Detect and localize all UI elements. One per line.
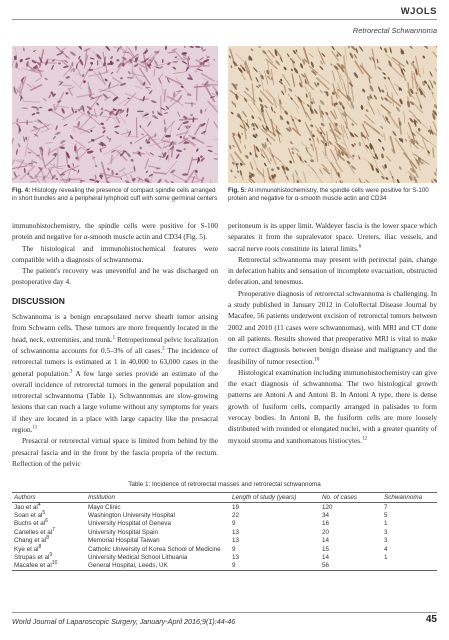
citation-ref[interactable]: 11 [32,425,38,431]
histology-text: Histological examination including immunohistochemistry can give the exact diagnosis of schwannoma. The two histological growth patterns are Antoni A and Antoni B. In Antoni A type, there is dense growth of fusiform cells, compactly arranged in palisades to form verocay bodies. In Antoni B, the fusiform cells are more loosely distributed with rounded or elongated nuclei, with a greater quantity of myxoid stroma and xanthomatous histiocytes. [228,367,437,445]
author-name: Canelles et al [14,528,53,536]
citation-ref[interactable]: 1 [112,335,116,341]
figure-4-label: Fig. 4: [12,187,31,194]
figure-5-label: Fig. 5: [228,187,247,194]
column-header-authors: Authors [12,493,86,503]
column-header-length: Length of study (years) [230,493,320,503]
left-paragraph-5: Presacral or retrorectal virtual space is limited from behind by the presacral fascia and in the front by the fascia propria of the rectum. Reflection of the pelvic [12,436,218,468]
right-paragraph-3 [228,288,437,367]
cell-cases: 14 [322,553,330,561]
right-text-column [228,220,437,446]
table-body [12,503,437,571]
cell-institution: Mayo Clinic [88,503,121,511]
table-row [12,537,437,545]
author-name: Jao et al [14,503,38,511]
figure-5-caption-text: At immunohistochemistry, the spindle cells were positive for S-100 protein and negative for α-smooth muscle actin and CD34 [228,187,429,202]
section-heading-discussion: DISCUSSION [12,295,65,306]
discussion-text-b: Retroperitoneal pelvic localization of schwannoma accounts for 0.5–3% of all cases. [12,334,218,355]
cell-length: 9 [232,545,236,553]
right-paragraph-2: Retrorectal schwannoma may present with perirectal pain, change in defecation habits and sensation of incomplete evacuation, obstructed defecation, and tenesmus. [228,254,437,287]
citation-ref[interactable]: 12 [361,436,367,442]
citation-ref[interactable]: 2 [162,346,165,352]
cell-length: 19 [232,503,240,511]
discussion-text-d: A few large series provide an estimate of the overall incidence of retrorectal tumors in the general population and retrorectal schwannoma (Table 1). Schwannomas are slow-growing lesions that can reach a large volume without any symptoms for years if they are located in a place with large capacity like the presacral region. [12,368,218,435]
cell-author [12,503,86,512]
citation-ref[interactable]: 10 [51,560,58,567]
cell-cases: 16 [322,520,330,528]
page-number: 45 [425,614,437,625]
column-header-cases: No. of cases [320,493,382,503]
anatomy-text: peritoneum is its upper limit. Waldeyer fascia is the lower space which separates it from the supralevator space. Ureters, iliac vessels, and sacral nerve roots constitute its lateral limits. [228,221,437,253]
column-header-schwannoma: Schwannoma [382,493,437,503]
cell-cases: 56 [320,562,382,571]
author-name: Chang et al [14,537,47,545]
cell-schwannoma: 3 [384,528,388,536]
cell-length: 13 [232,553,240,561]
cell-author [12,537,86,545]
footer-rule [12,612,437,613]
cell-length: 9 [232,520,236,528]
cell-author [12,553,86,561]
figure-4-caption [12,187,218,203]
footer-citation: World Journal of Laparoscopic Surgery, January-April 2016;9(1):44-46 [12,617,236,626]
citation-ref[interactable]: 8 [38,543,42,550]
incidence-table [12,492,437,571]
cell-institution: General Hospital, Leeds, UK [86,562,230,571]
table-header-row [12,493,437,503]
author-name: Kye et al [14,545,39,553]
right-paragraph-4 [228,367,437,446]
citation-ref[interactable]: 5 [42,509,46,516]
table-row [12,511,437,519]
cell-schwannoma: 7 [384,503,388,511]
table-1-caption: Table 1: Incidence of retrorectal masses and retrorectal schwannoma [128,481,321,488]
author-name: Buchs et al [14,520,46,528]
cell-cases: 34 [322,511,330,519]
citation-ref[interactable]: 10 [314,357,320,363]
table-row [12,562,437,571]
author-name: Macafee et al [14,562,52,570]
cell-institution: Catholic University of Korea School of Medicine [88,545,221,553]
cell-schwannoma: 4 [384,545,388,553]
cell-institution: University Medical School Lithuania [88,553,188,561]
cell-institution: Washington University Hospital [88,511,175,519]
table-row [12,545,437,553]
figure-5-image [228,46,437,183]
table-row [12,528,437,536]
left-text-column [12,220,218,469]
cell-institution: University Hospital Spain [88,528,158,536]
citation-ref[interactable]: 7 [52,526,55,533]
cell-cases: 15 [322,545,330,553]
discussion-text-a: Schwannoma is a benign encapsulated nerve sheath tumor arising from Schwann cells. These tumors are more frequently located in the head, neck, extremities, and trunk. [12,312,218,344]
table-row [12,503,437,512]
cell-schwannoma: 1 [384,553,388,561]
cell-author [12,562,86,571]
table-row [12,520,437,528]
cell-cases: 20 [322,528,330,536]
cell-cases: 120 [322,503,333,511]
immunohistochemistry-micrograph-fig5 [228,46,437,183]
cell-institution: Memorial Hospital Taiwan [88,537,160,545]
citation-ref[interactable]: 8 [46,535,49,542]
running-title: Retrorectal Schwannoma [352,26,437,35]
cell-schwannoma: 5 [384,511,388,519]
column-header-institution: Institution [86,493,230,503]
cell-schwannoma: 3 [384,537,388,545]
cell-length: 13 [232,528,240,536]
right-paragraph-1 [228,220,437,254]
discussion-text-c: The incidence of retrorectal tumors is estimated at 1 in 40,000 to 63,000 cases in the general population. [12,345,219,378]
author-name: Soan et al [14,511,43,519]
figure-4-image [12,46,218,183]
cell-length: 9 [230,562,320,571]
cell-length: 22 [232,511,240,519]
histology-micrograph-fig4 [12,46,218,183]
cell-cases: 14 [322,537,330,545]
left-paragraph-4 [12,311,218,435]
left-paragraph-1: immunohistochemistry, the spindle cells were positive for S-100 protein and negative for α-smooth muscle actin and CD34 (Fig. 5). [12,221,218,242]
cell-author [12,520,86,528]
cell-schwannoma: 1 [384,520,388,528]
citation-ref[interactable]: 9 [49,551,53,558]
journal-abbreviation: WJOLS [400,6,437,17]
cell-author [12,528,86,536]
citation-ref[interactable]: 6 [45,518,48,525]
table-row [12,553,437,561]
citation-ref[interactable]: 6 [358,244,362,250]
table-1 [12,492,437,571]
author-name: Strupas et al [14,553,50,561]
figure-4-caption-text: Histology revealing the presence of compact spindle cells arranged in short bundles and a peripheral lymphoid cuff with some germinal centers [12,187,218,202]
header-rule [12,19,437,20]
diagnosis-text: Preoperative diagnosis of retrorectal schwannoma is challenging. In a study published in January 2012 in ColoRectal Disease Journal by Macafee, 56 patients underwent excision of retrorectal tumors between 2002 and 2010 (11 cases were schwannomas), with MRI and CT done on all patients. Results showed that preoperative MRI is vital to make the correct diagnosis between benign disease and malignancy and the feasibility of tumor resection. [228,288,437,366]
left-paragraph-3: The patient's recovery was uneventful and he was discharged on postoperative day 4. [12,266,218,287]
citation-ref[interactable]: 4 [37,501,41,508]
figure-5-caption [228,187,437,203]
cell-author [12,511,86,519]
cell-institution: University Hospital of Geneva [88,520,171,528]
cell-length: 13 [232,537,240,545]
citation-ref[interactable]: 3 [69,369,73,375]
cell-schwannoma [382,562,437,571]
left-paragraph-2: The histological and immunohistochemical features were compatible with a diagnosis of schwannoma. [12,243,218,264]
